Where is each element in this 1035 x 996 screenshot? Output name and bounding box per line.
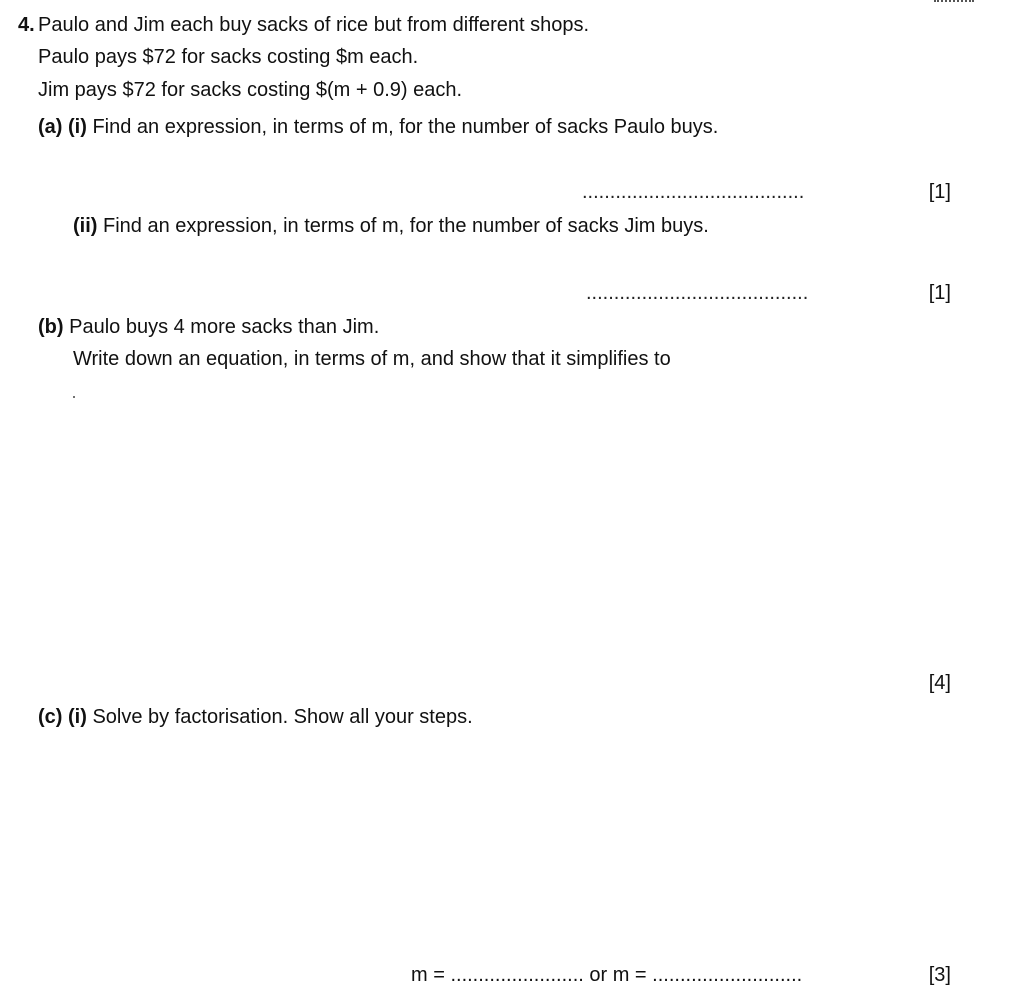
paulo-line: Paulo pays $72 for sacks costing $m each. [38, 46, 419, 68]
part-a-ii-text: Find an expression, in terms of m, for the number of sacks Jim buys. [103, 215, 709, 237]
part-b-label: (b) [38, 316, 64, 338]
answer-m-field-1[interactable]: ........................ [450, 964, 584, 986]
part-a-i-marks: [1] [928, 181, 951, 203]
answer-m-label-2: or m = [583, 964, 653, 986]
part-a-ii-prompt [73, 216, 709, 236]
part-c-i-prompt [38, 707, 473, 727]
part-b-line-2: Write down an equation, in terms of m, and show that it simplifies to [73, 348, 671, 370]
equation-placeholder-dot [73, 396, 75, 398]
part-a-ii-marks: [1] [928, 282, 951, 304]
part-a-i-prompt [38, 117, 718, 137]
answer-m-field-2[interactable]: ........................... [652, 964, 803, 986]
part-c-label: (c) [38, 706, 63, 728]
part-b-text-1: Paulo buys 4 more sacks than Jim. [69, 316, 380, 338]
question-number: 4. [18, 14, 35, 36]
jim-line: Jim pays $72 for sacks costing $(m + 0.9) each. [38, 79, 463, 101]
part-b-line-1 [38, 317, 379, 337]
part-a-ii-answer-line[interactable]: ........................................ [586, 282, 809, 304]
answer-m-label-1: m = [411, 964, 451, 986]
part-c-i-text: Solve by factorisation. Show all your steps. [92, 706, 473, 728]
part-c-i-label: (i) [68, 706, 87, 728]
part-c-i-marks: [3] [928, 964, 951, 986]
part-b-marks: [4] [928, 672, 951, 694]
part-a-i-label: (i) [68, 116, 87, 138]
part-a-i-text: Find an expression, in terms of m, for the number of sacks Paulo buys. [92, 116, 719, 138]
part-a-i-answer-line[interactable]: ........................................ [582, 181, 805, 203]
question-intro: Paulo and Jim each buy sacks of rice but from different shops. [38, 14, 590, 36]
part-a-label: (a) [38, 116, 63, 138]
top-edge-dots [934, 0, 974, 5]
part-a-ii-label: (ii) [73, 215, 98, 237]
part-c-i-answer-row [411, 965, 802, 985]
